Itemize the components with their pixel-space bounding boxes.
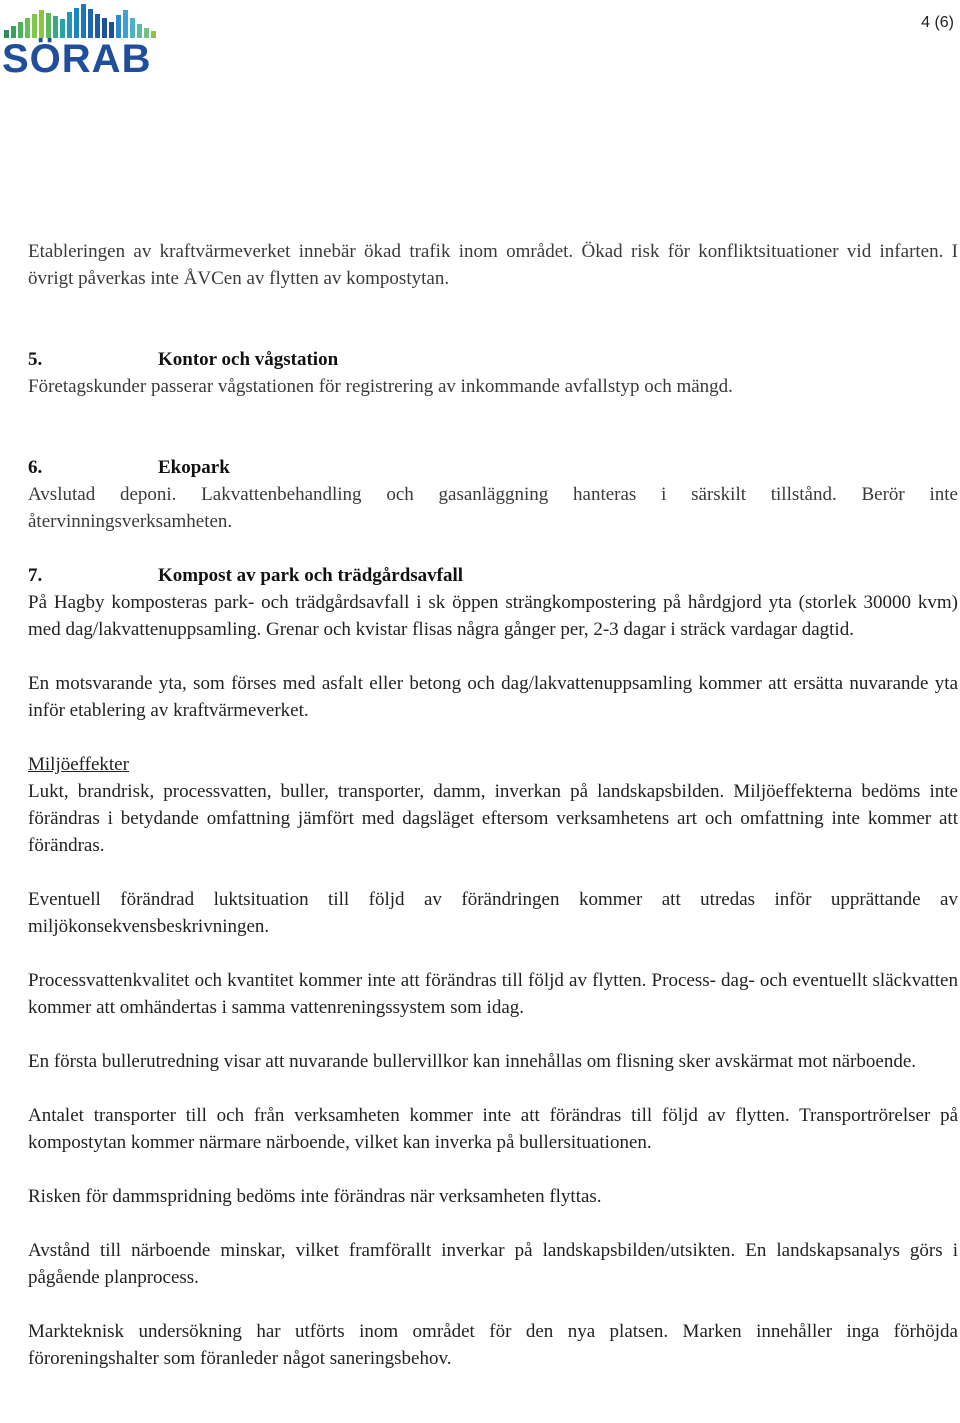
section-6-number: 6. [28,457,43,478]
page-number: 4 (6) [921,14,954,31]
process-water-paragraph: Processvattenkvalitet och kvantitet kommer inte att förändras till följd av flytten. Process- dag- och eventuellt släckvatten kommer att omhändertas i samma vattenreningssystem som idag. [28,970,958,1018]
section-5-title: Kontor och vågstation [158,349,339,370]
section-7-heading [28,562,958,589]
intro-paragraph: Etableringen av kraftvärmeverket innebär ökad trafik inom området. Ökad risk för konfliktsituationer vid infarten. I övrigt påverkas inte ÅVCen av flytten av kompostytan. [28,241,958,289]
environmental-effects-heading: Miljöeffekter [28,754,129,775]
section-7-number: 7. [28,565,43,586]
section-5-heading [28,346,958,373]
environmental-effects-text: Lukt, brandrisk, processvatten, buller, transporter, damm, inverkan på landskapsbilden. Miljöeffekterna bedöms inte förändras i betydande omfattning jämfört med dagsläget eftersom verksamhetens art och omfattning inte kommer att förändras. [28,781,958,856]
section-5-text: Företagskunder passerar vågstationen för registrering av inkommande avfallstyp och mängd. [28,376,733,397]
soil-survey-paragraph: Markteknisk undersökning har utförts inom området för den nya platsen. Marken innehåller inga förhöjda föroreningshalter som föranleder något saneringsbehov. [28,1321,958,1369]
section-6 [28,454,958,535]
section-6-text: Avslutad deponi. Lakvattenbehandling och gasanläggning hanteras i särskilt tillstånd. Berör inte återvinningsverksamheten. [28,484,958,532]
section-5 [28,346,958,400]
noise-paragraph: En första bullerutredning visar att nuvarande bullervillkor kan innehållas om flisning sker avskärmat mot närboende. [28,1051,916,1072]
sorab-logo [0,0,170,80]
distance-paragraph: Avstånd till närboende minskar, vilket framförallt inverkar på landskapsbilden/utsikten. En landskapsanalys görs i pågående planprocess. [28,1240,958,1288]
section-7 [28,562,958,643]
replacement-area-paragraph: En motsvarande yta, som förses med asfalt eller betong och dag/lakvattenuppsamling kommer att ersätta nuvarande yta inför etablering av kraftvärmeverket. [28,673,958,721]
odour-paragraph: Eventuell förändrad luktsituation till följd av förändringen kommer att utredas inför upprättande av miljökonsekvensbeskrivningen. [28,889,958,937]
section-5-number: 5. [28,349,43,370]
logo-wordmark: SÖRAB [2,37,152,80]
section-6-heading [28,454,958,481]
transport-paragraph: Antalet transporter till och från verksamheten kommer inte att förändras till följd av flytten. Transportrörelser på kompostytan kommer närmare närboende, vilket kan inverka på bullersituationen. [28,1105,958,1153]
section-7-text: På Hagby komposteras park- och trädgårdsavfall i sk öppen strängkompostering på hårdgjord yta (storlek 30000 kvm) med dag/lakvattenuppsamling. Grenar och kvistar flisas några gånger per, 2-3 dagar i sträck vardagar dagtid. [28,592,958,640]
environmental-effects-section [28,751,958,859]
dust-paragraph: Risken för dammspridning bedöms inte förändras när verksamheten flyttas. [28,1186,602,1207]
section-7-title: Kompost av park och trädgårdsavfall [158,565,464,586]
section-6-title: Ekopark [158,457,230,478]
document-body [28,238,958,1372]
sorab-logo-graphic [0,0,170,80]
